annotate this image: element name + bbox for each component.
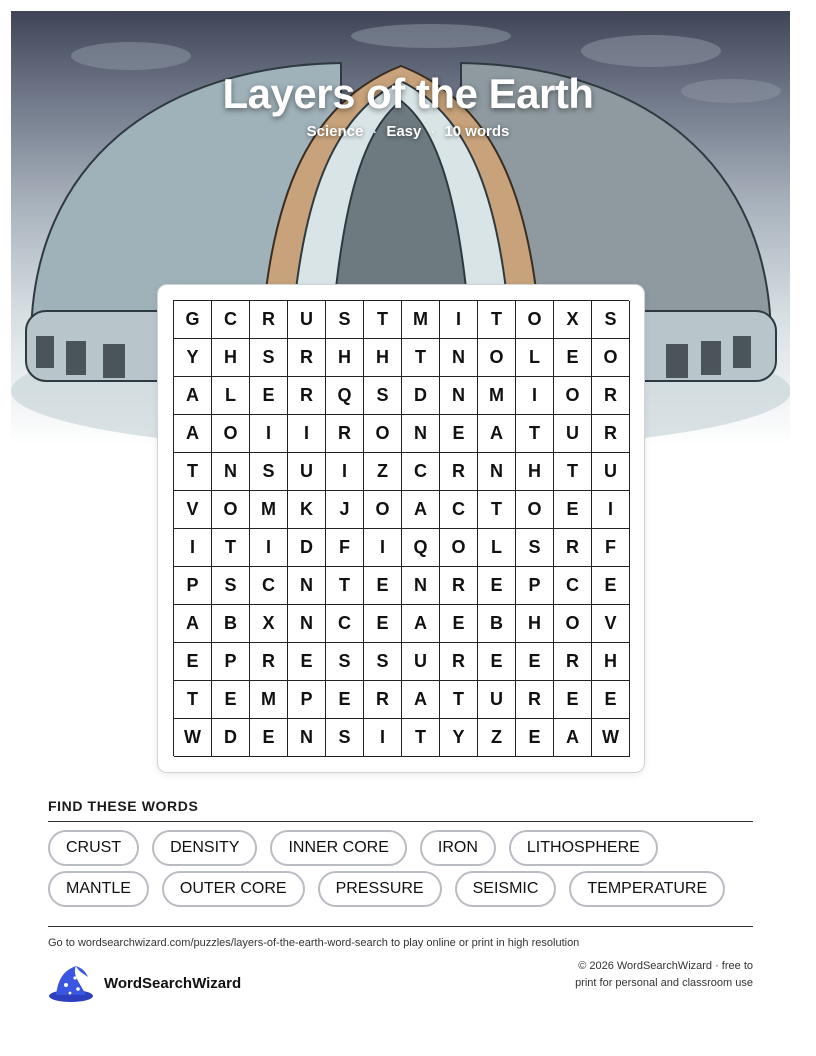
grid-cell[interactable]: V	[592, 605, 630, 643]
grid-cell[interactable]: R	[250, 643, 288, 681]
grid-cell[interactable]: R	[364, 681, 402, 719]
grid-cell[interactable]: S	[364, 377, 402, 415]
grid-cell[interactable]: H	[516, 453, 554, 491]
grid-cell[interactable]: M	[250, 491, 288, 529]
grid-cell[interactable]: N	[212, 453, 250, 491]
grid-cell[interactable]: A	[174, 377, 212, 415]
grid-cell[interactable]: E	[364, 567, 402, 605]
grid-cell[interactable]: P	[174, 567, 212, 605]
word-chip: CRUST	[48, 830, 139, 866]
grid-cell[interactable]: C	[250, 567, 288, 605]
grid-cell[interactable]: N	[402, 567, 440, 605]
grid-cell[interactable]: A	[478, 415, 516, 453]
grid-cell[interactable]: S	[326, 301, 364, 339]
grid-cell[interactable]: I	[250, 529, 288, 567]
grid-cell[interactable]: T	[402, 719, 440, 757]
grid-cell[interactable]: S	[364, 643, 402, 681]
grid-cell[interactable]: L	[516, 339, 554, 377]
grid-cell[interactable]: C	[212, 301, 250, 339]
grid-cell[interactable]: E	[440, 605, 478, 643]
grid-cell[interactable]: E	[516, 643, 554, 681]
grid-cell[interactable]: R	[592, 415, 630, 453]
grid-cell[interactable]: C	[440, 491, 478, 529]
grid-cell[interactable]: T	[364, 301, 402, 339]
grid-cell[interactable]: A	[174, 605, 212, 643]
grid-cell[interactable]: O	[478, 339, 516, 377]
grid-cell[interactable]: E	[592, 567, 630, 605]
grid-cell[interactable]: P	[516, 567, 554, 605]
brand	[48, 963, 241, 1003]
grid-cell[interactable]: R	[440, 643, 478, 681]
grid-cell[interactable]: O	[212, 491, 250, 529]
grid-cell[interactable]: T	[478, 301, 516, 339]
grid-cell[interactable]: E	[212, 681, 250, 719]
word-chip: INNER CORE	[270, 830, 406, 866]
grid-cell[interactable]: E	[478, 567, 516, 605]
grid-cell[interactable]: X	[554, 301, 592, 339]
grid-cell[interactable]: I	[174, 529, 212, 567]
grid-cell[interactable]: E	[364, 605, 402, 643]
grid-cell[interactable]: O	[364, 491, 402, 529]
grid-cell[interactable]: R	[516, 681, 554, 719]
grid-cell[interactable]: I	[516, 377, 554, 415]
grid-cell[interactable]: C	[326, 605, 364, 643]
word-chip: LITHOSPHERE	[509, 830, 658, 866]
grid-cell[interactable]: L	[478, 529, 516, 567]
grid-cell[interactable]: D	[402, 377, 440, 415]
grid-cell[interactable]: Q	[326, 377, 364, 415]
grid-cell[interactable]: F	[592, 529, 630, 567]
grid-cell[interactable]: S	[516, 529, 554, 567]
grid-cell[interactable]: U	[288, 301, 326, 339]
letter-grid	[173, 300, 629, 756]
grid-cell[interactable]: H	[212, 339, 250, 377]
grid-cell[interactable]: G	[174, 301, 212, 339]
grid-cell[interactable]: T	[554, 453, 592, 491]
grid-cell[interactable]: D	[212, 719, 250, 757]
grid-cell[interactable]: R	[440, 567, 478, 605]
grid-cell[interactable]: D	[288, 529, 326, 567]
grid-cell[interactable]: M	[402, 301, 440, 339]
grid-cell[interactable]: H	[592, 643, 630, 681]
grid-cell[interactable]: E	[250, 377, 288, 415]
word-count-label: 10 words	[444, 123, 510, 140]
grid-cell[interactable]: N	[288, 567, 326, 605]
brand-name: WordSearchWizard	[104, 974, 242, 992]
grid-cell[interactable]: R	[288, 377, 326, 415]
grid-cell[interactable]: T	[402, 339, 440, 377]
grid-cell[interactable]: U	[478, 681, 516, 719]
grid-cell[interactable]: C	[554, 567, 592, 605]
word-list-heading: FIND THESE WORDS	[48, 798, 199, 814]
grid-cell[interactable]: E	[288, 643, 326, 681]
grid-cell[interactable]: R	[592, 377, 630, 415]
difficulty-label: Easy	[386, 123, 422, 140]
grid-cell[interactable]: I	[592, 491, 630, 529]
grid-cell[interactable]: M	[478, 377, 516, 415]
grid-cell[interactable]: H	[516, 605, 554, 643]
grid-cell[interactable]: E	[516, 719, 554, 757]
grid-cell[interactable]: J	[326, 491, 364, 529]
grid-cell[interactable]: Y	[174, 339, 212, 377]
grid-cell[interactable]: R	[326, 415, 364, 453]
word-chip: PRESSURE	[318, 871, 442, 907]
grid-cell[interactable]: A	[402, 491, 440, 529]
grid-cell[interactable]: L	[212, 377, 250, 415]
grid-cell[interactable]: I	[364, 719, 402, 757]
page-title: Layers of the Earth	[222, 70, 594, 117]
grid-cell[interactable]: F	[326, 529, 364, 567]
grid-cell[interactable]: O	[554, 605, 592, 643]
grid-cell[interactable]: O	[592, 339, 630, 377]
grid-cell[interactable]: P	[212, 643, 250, 681]
grid-cell[interactable]: M	[250, 681, 288, 719]
grid-cell[interactable]: S	[326, 719, 364, 757]
grid-cell[interactable]: X	[250, 605, 288, 643]
grid-cell[interactable]: W	[592, 719, 630, 757]
grid-cell[interactable]: U	[554, 415, 592, 453]
grid-cell[interactable]: N	[440, 339, 478, 377]
grid-cell[interactable]: S	[250, 339, 288, 377]
grid-cell[interactable]: T	[326, 567, 364, 605]
grid-cell[interactable]: V	[174, 491, 212, 529]
grid-cell[interactable]: E	[554, 491, 592, 529]
word-list	[48, 830, 768, 907]
grid-cell[interactable]: N	[288, 719, 326, 757]
grid-cell[interactable]: B	[478, 605, 516, 643]
play-online-note: Go to wordsearchwizard.com/puzzles/layers-of-the-earth-word-search to play online or print in high resolution	[48, 937, 580, 949]
grid-cell[interactable]: T	[516, 415, 554, 453]
grid-cell[interactable]: E	[554, 681, 592, 719]
word-chip: DENSITY	[152, 830, 257, 866]
grid-cell[interactable]: A	[402, 681, 440, 719]
grid-cell[interactable]: Z	[364, 453, 402, 491]
word-chip: TEMPERATURE	[569, 871, 725, 907]
grid-cell[interactable]: O	[364, 415, 402, 453]
grid-cell[interactable]: B	[212, 605, 250, 643]
grid-cell[interactable]: O	[212, 415, 250, 453]
meta-separator: ·	[372, 123, 378, 140]
grid-cell[interactable]: R	[554, 529, 592, 567]
grid-cell[interactable]: I	[440, 301, 478, 339]
word-chip: OUTER CORE	[162, 871, 305, 907]
grid-cell[interactable]: U	[288, 453, 326, 491]
grid-cell[interactable]: Z	[478, 719, 516, 757]
grid-cell[interactable]: S	[250, 453, 288, 491]
grid-cell[interactable]: T	[174, 453, 212, 491]
grid-cell[interactable]: E	[326, 681, 364, 719]
grid-cell[interactable]: S	[326, 643, 364, 681]
grid-cell[interactable]: E	[174, 643, 212, 681]
grid-cell[interactable]: R	[440, 453, 478, 491]
grid-cell[interactable]: N	[402, 415, 440, 453]
grid-cell[interactable]: O	[516, 301, 554, 339]
grid-cell[interactable]: E	[250, 719, 288, 757]
grid-cell[interactable]: N	[288, 605, 326, 643]
divider	[48, 821, 753, 822]
grid-cell[interactable]: I	[364, 529, 402, 567]
grid-cell[interactable]: I	[250, 415, 288, 453]
grid-cell[interactable]: E	[478, 643, 516, 681]
grid-cell[interactable]: W	[174, 719, 212, 757]
grid-cell[interactable]: C	[402, 453, 440, 491]
grid-cell[interactable]: R	[250, 301, 288, 339]
divider	[48, 926, 753, 927]
subject-label: Science	[306, 123, 364, 140]
grid-cell[interactable]: N	[440, 377, 478, 415]
grid-cell[interactable]: O	[516, 491, 554, 529]
grid-cell[interactable]: I	[326, 453, 364, 491]
word-chip: MANTLE	[48, 871, 149, 907]
puzzle-meta	[0, 123, 816, 140]
grid-cell[interactable]: O	[554, 377, 592, 415]
grid-cell[interactable]: A	[402, 605, 440, 643]
grid-cell[interactable]: U	[402, 643, 440, 681]
word-chip: SEISMIC	[455, 871, 557, 907]
grid-cell[interactable]: O	[440, 529, 478, 567]
grid-cell[interactable]: A	[554, 719, 592, 757]
grid-cell[interactable]: H	[326, 339, 364, 377]
grid-cell[interactable]: R	[554, 643, 592, 681]
grid-cell[interactable]: P	[288, 681, 326, 719]
copyright-note: © 2026 WordSearchWizard · free to print for personal and classroom use	[575, 960, 753, 989]
grid-cell[interactable]: U	[592, 453, 630, 491]
grid-cell[interactable]: N	[478, 453, 516, 491]
grid-cell[interactable]: T	[440, 681, 478, 719]
grid-cell[interactable]: Y	[440, 719, 478, 757]
puzzle-card	[157, 284, 645, 773]
grid-cell[interactable]: S	[592, 301, 630, 339]
meta-separator: ·	[430, 123, 436, 140]
grid-cell[interactable]: A	[174, 415, 212, 453]
grid-cell[interactable]: Q	[402, 529, 440, 567]
grid-cell[interactable]: T	[478, 491, 516, 529]
grid-cell[interactable]: S	[212, 567, 250, 605]
grid-cell[interactable]: I	[288, 415, 326, 453]
wizard-hat-icon	[48, 963, 94, 1003]
grid-cell[interactable]: R	[288, 339, 326, 377]
grid-cell[interactable]: E	[554, 339, 592, 377]
grid-cell[interactable]: E	[440, 415, 478, 453]
word-chip: IRON	[420, 830, 496, 866]
grid-cell[interactable]: E	[592, 681, 630, 719]
grid-cell[interactable]: K	[288, 491, 326, 529]
grid-cell[interactable]: H	[364, 339, 402, 377]
grid-cell[interactable]: T	[212, 529, 250, 567]
grid-cell[interactable]: T	[174, 681, 212, 719]
